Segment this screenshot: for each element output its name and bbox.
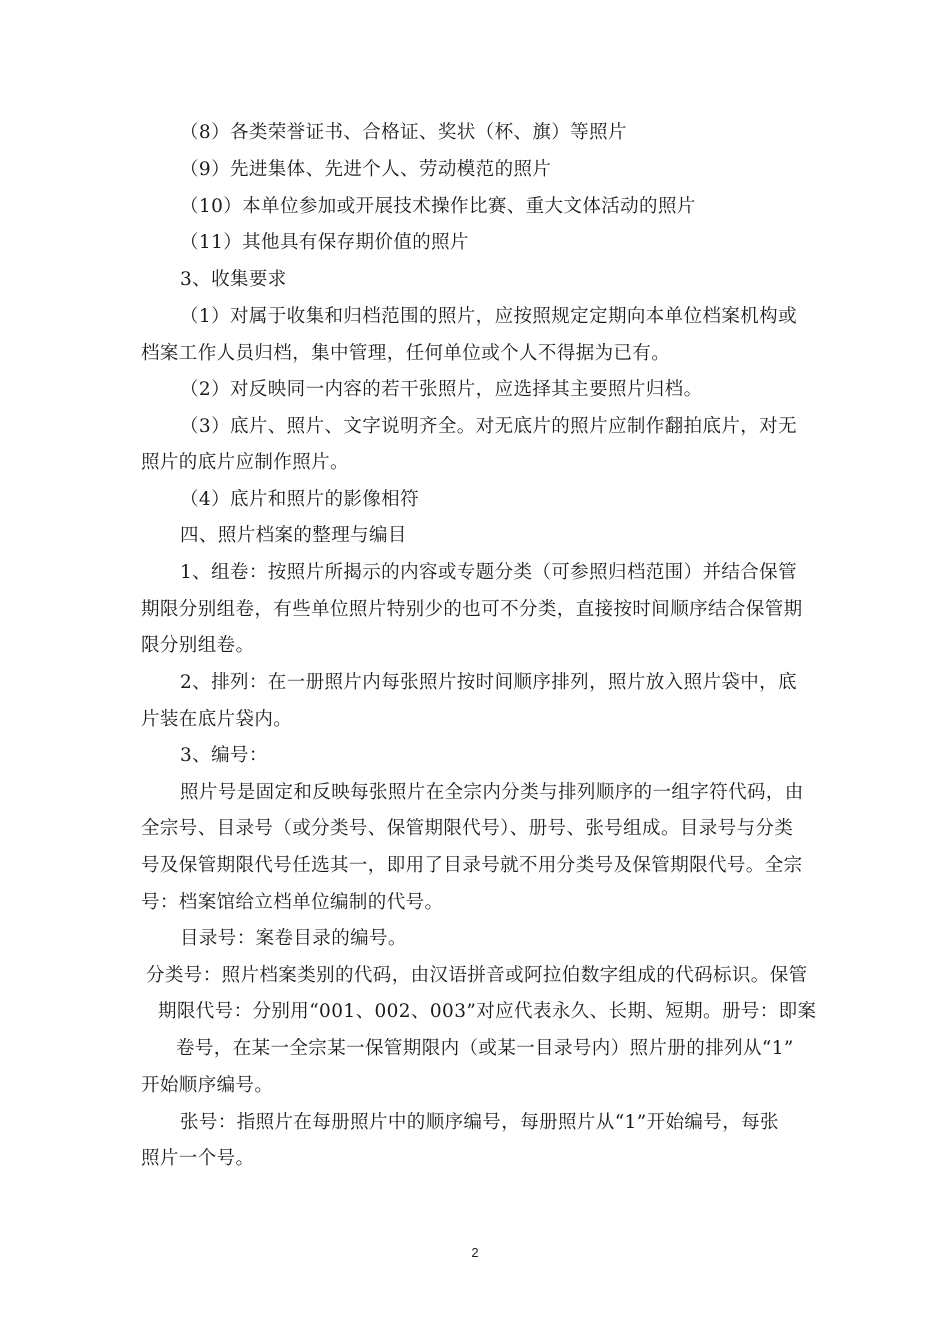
- text-line: （10）本单位参加或开展技术操作比赛、重大文体活动的照片: [180, 196, 696, 217]
- text-line: 限分别组卷。: [141, 635, 255, 656]
- text-line: 号及保管期限代号任选其一，即用了目录号就不用分类号及保管期限代号。全宗: [141, 855, 803, 876]
- text-line: （11）其他具有保存期价值的照片: [180, 232, 469, 253]
- text-line: （1）对属于收集和归档范围的照片，应按照规定定期向本单位档案机构或: [180, 306, 797, 327]
- text-line: （4）底片和照片的影像相符: [180, 489, 419, 510]
- text-line: 卷号，在某一全宗某一保管期限内（或某一目录号内）照片册的排列从“1”: [176, 1038, 794, 1059]
- text-line: 号：档案馆给立档单位编制的代号。: [141, 892, 444, 913]
- text-line: 目录号：案卷目录的编号。: [180, 928, 407, 949]
- text-line: 照片号是固定和反映每张照片在全宗内分类与排列顺序的一组字符代码，由: [180, 782, 804, 803]
- section-heading: 四、照片档案的整理与编目: [180, 525, 407, 546]
- text-line: 期限分别组卷，有些单位照片特别少的也可不分类，直接按时间顺序结合保管期: [141, 599, 803, 620]
- section-heading: 3、收集要求: [180, 269, 287, 290]
- text-line: 照片一个号。: [141, 1148, 255, 1169]
- text-line: 全宗号、目录号（或分类号、保管期限代号）、册号、张号组成。目录号与分类: [141, 818, 794, 839]
- text-line: 照片的底片应制作照片。: [141, 452, 349, 473]
- text-line: （9）先进集体、先进个人、劳动模范的照片: [180, 159, 552, 180]
- text-line: 分类号：照片档案类别的代码，由汉语拼音或阿拉伯数字组成的代码标识。保管: [146, 965, 808, 986]
- text-line: 2、排列：在一册照片内每张照片按时间顺序排列，照片放入照片袋中，底: [180, 672, 797, 693]
- text-line: （2）对反映同一内容的若干张照片，应选择其主要照片归档。: [180, 379, 703, 400]
- text-line: 档案工作人员归档，集中管理，任何单位或个人不得据为已有。: [141, 343, 671, 364]
- section-heading: 3、编号：: [180, 745, 268, 766]
- text-line: 开始顺序编号。: [141, 1075, 274, 1096]
- text-line: （3）底片、照片、文字说明齐全。对无底片的照片应制作翻拍底片，对无: [180, 416, 797, 437]
- page-number: 2: [471, 1245, 479, 1260]
- text-line: 期限代号：分别用“001、002、003”对应代表永久、长期、短期。册号：即案: [158, 1001, 817, 1022]
- text-line: 片装在底片袋内。: [141, 709, 293, 730]
- text-line: 张号：指照片在每册照片中的顺序编号，每册照片从“1”开始编号，每张: [180, 1112, 779, 1133]
- text-line: （8）各类荣誉证书、合格证、奖状（杯、旗）等照片: [180, 122, 627, 143]
- text-line: 1、组卷：按照片所揭示的内容或专题分类（可参照归档范围）并结合保管: [180, 562, 797, 583]
